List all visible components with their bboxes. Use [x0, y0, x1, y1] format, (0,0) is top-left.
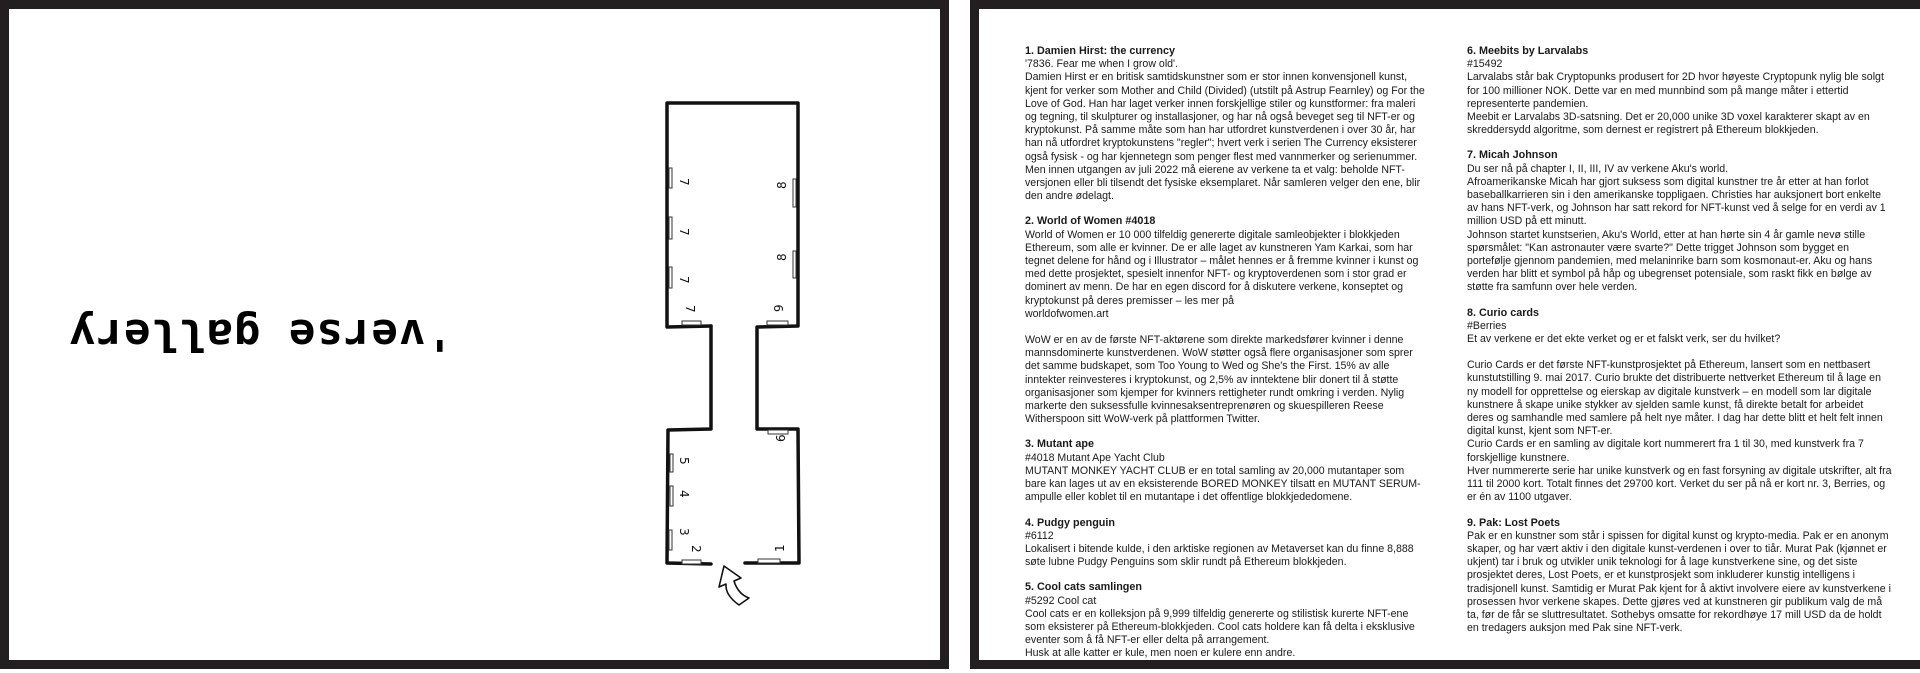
artwork-marker — [670, 486, 673, 506]
artwork-marker — [669, 530, 672, 550]
artwork-marker — [669, 267, 672, 288]
section-text: WoW er en av de første NFT-aktørene som direkte markedsfører kvinner i denne mannsdominerte kunstverdenen. WoW støtter også flere organisasjoner som sprer det samme budskapet, som Too Young to Wed og She's the First. 15% av alle inntekter reinvesteres i kryptokunst, og 2,5% av inntektene blir donert til å støtte organisasjoner som kjemper for kvinners rettigheter rundt omkring i verden. Nylig markerte den suksessfulle kvinnesaksentreprenøren og skuespilleren Reese Witherspoon sitt WoW-verk på plattformen Twitter. — [1025, 334, 1413, 426]
artwork-section — [1467, 307, 1892, 505]
section-text: #6112 Lokalisert i bitende kulde, i den arktiske regionen av Metaverset kan du finne 8,888 søte lubne Pudgy Penguins som sklir rundt på Ethereum blokkjeden. — [1025, 529, 1414, 569]
artwork-marker — [669, 217, 672, 239]
artwork-section — [1467, 45, 1892, 137]
artwork-label: 7 — [677, 276, 691, 284]
artwork-marker — [767, 321, 788, 325]
section-text: Du ser nå på chapter I, II, III, IV av verkene Aku's world. Afroamerikanske Micah har gjort suksess som digital kunstner tre år etter at han forlot baseballkarrieren sin i den amerikanske toppligaen. Christies har auksjonert bort enkelte av hans NFT-verk, og Johnson har satt rekord for NFT-kunst ved å selge for en verdi av 1 million USD på ett minutt. Johnson startet kunstserien, Aku's World, etter at han hørte sin 4 år gamle nevø stille spørsmålet: "Kan astronauter være svarte?" Dette trigget Johnson som bygget en portefølje gjennom pandemien, med melaninrike barn som kosmonaut-er. Aku og hans verden har blitt et symbol på håp og ubegrenset potensiale, som raskt fikk en bølge av støtte fra samfunn over hele verden. — [1467, 162, 1886, 294]
section-text: #Berries Et av verkene er det ekte verket og er et falskt verk, ser du hvilket? — [1467, 319, 1781, 346]
artwork-marker — [682, 560, 701, 564]
artwork-section — [1467, 149, 1892, 294]
section-title: 4. Pudgy penguin — [1025, 516, 1115, 529]
floorplan — [0, 0, 960, 671]
section-text: #15492 Larvalabs står bak Cryptopunks produsert for 2D hvor høyeste Cryptopunk nylig ble solgt for 100 millioner NOK. Dette var en med munnbind som på mange måter i ettertid representerte pandemien. Meebit er Larvalabs 3D-satsning. Det er 20,000 unike 3D voxel karakterer skapt av en skreddersydd algoritme, som dernest er registrert på Ethereum blokkjeden. — [1467, 58, 1884, 137]
section-text: #4018 Mutant Ape Yacht Club MUTANT MONKEY YACHT CLUB er en total samling av 20,000 mutantaper som bare kan lages ut av en eksisterende BORED MONKEY tilsatt en MUTANT SERUM-ampulle eller koblet til en mutantape i det offentlige blokkjededomene. — [1025, 451, 1421, 504]
artwork-marker — [768, 430, 788, 434]
artwork-label: 1 — [773, 544, 787, 552]
artwork-section — [1025, 438, 1425, 504]
section-title: 9. Pak: Lost Poets — [1467, 516, 1561, 529]
artwork-label: 4 — [677, 490, 691, 498]
artwork-label: 3 — [677, 528, 691, 536]
artwork-label: 9 — [772, 304, 786, 312]
artwork-marker — [758, 559, 780, 563]
section-title: 5. Cool cats samlingen — [1025, 581, 1142, 594]
artwork-marker — [793, 179, 796, 207]
section-text: Curio Cards er det første NFT-kunstprosjektet på Ethereum, lansert som en nettbasert kunstutstilling 9. mai 2017. Curio brukte det distribuerte nettverket Ethereum til å lage en ny modell for opprettelse og eierskap av digitale kunstverk – en modell som lar digitale kunstnere å skape unike stykker av sjelden samle kunst, få direkte betalt for arbeidet deres og samhandle med samlere på helt nye måter. I dag har dette blitt et helt felt innen digital kunst, kjent som NFT-er. Curio Cards er en samling av digitale kort nummerert fra 1 til 30, med kunstverk fra 7 forskjellige kunstnere. Hver nummererte serie har unike kunstverk og en fast forsyning av digitale utskrifter, alt fra 111 til 2000 kort. Totalt finnes det 29700 kort. Verket du ser på nå er kort nr. 3, Berries, og er én av 1100 utgaver. — [1467, 359, 1892, 504]
section-text: Pak er en kunstner som står i spissen for digital kunst og krypto-media. Pak er en anonym skaper, og har vært aktiv i den digitale kunst-verdenen i over to tiår. Murat Pak (kjønnet er ukjent) tar i bruk og utvikler unik teknologi for å lage kunstverkene sine, og det siste prosjektet deres, Lost Poets, er et kunstprosjekt som inkluderer kunstig intelligens i tradisjonell kunst. Samtidig er Murat Pak kjent for å aktivt involvere eiere av kunstverkene i prosessen hvor verkene skapes. Dette gjøres ved at kunstneren gir publikum valg de må ta, før de får se sluttresultatet. Sothebys omsatte for rekordhøye 17 mill USD da de holdt en tredagers auksjon med Pak sine NFT-verk. — [1467, 529, 1891, 635]
section-title: 6. Meebits by Larvalabs — [1467, 45, 1589, 57]
artwork-section — [1025, 215, 1425, 426]
artwork-section — [1025, 45, 1425, 203]
info-page — [970, 0, 1920, 669]
section-text: #5292 Cool cat Cool cats er en kolleksjon på 9,999 tilfeldig genererte og stilistisk kurerte NFT-ene som eksisterer på Ethereum-blokkjeden. Cool cats holdere kan få delta i eksklusive eventer som å få NFT-er eller delta på arrangement. Husk at alle katter er kule, men noen er kulere enn andre. — [1025, 594, 1415, 660]
info-column-left — [1025, 45, 1425, 673]
artwork-section — [1467, 517, 1892, 636]
info-column-right — [1467, 45, 1892, 647]
section-text: World of Women er 10 000 tilfeldig genererte digitale samleobjekter i blokkjeden Ethereum, som alle er kvinner. De er alle laget av kunstneren Yam Karkai, som har tegnet delene for hånd og i Illustrator – målet hennes er å fremme kvinner i kunst og med dette prosjektet, spesielt innenfor NFT- og kryptoverdenen som i stor grad er dominert av menn. De har en egen discord for å diskutere verkene, konseptet og kryptokunst på deres premisser – les mer på worldofwomen.art — [1025, 228, 1419, 320]
artwork-section — [1025, 517, 1425, 570]
artwork-marker — [669, 168, 672, 188]
artwork-label: 2 — [689, 545, 703, 553]
artwork-marker — [670, 454, 673, 472]
artwork-label: 5 — [677, 457, 691, 465]
artwork-label: 8 — [775, 181, 789, 189]
artwork-section — [1025, 581, 1425, 660]
artwork-label: 7 — [683, 305, 697, 313]
artwork-marker — [793, 251, 796, 278]
section-title: 2. World of Women #4018 — [1025, 215, 1156, 228]
artwork-label: 7 — [677, 228, 691, 236]
artwork-label: 7 — [677, 178, 691, 186]
entrance-arrow-icon — [719, 566, 749, 605]
section-text: '7836. Fear me when I grow old'. Damien Hirst er en britisk samtidskunstner som er stor innen konvensjonell kunst, kjent for verker som Mother and Child (Divided) (utstilt på Astrup Fearnley) og For the Love of God. Han har laget verker innen forskjellige stiler og kunstformer: fra maleri og tegning, til skulpturer og installasjoner, og har nå også beveget seg til NFT-er og kryptokunst. På samme måte som han har utfordret kunstverdenen i over 30 år, har han nå utfordret kryptokunstens "regler"; hvert verk i serien The Currency eksisterer også fysisk - og har kjennetegn som penger flest med vannmerker og serienummer. Men innen utgangen av juli 2022 må eierene av verkene ta et valg: beholde NFT-versjonen eller bli tilsendt det fysiske eksemplaret. Når samleren velger den ene, blir den andre ødelagt. — [1025, 58, 1425, 203]
section-title: 1. Damien Hirst: the currency — [1025, 45, 1176, 57]
section-title: 3. Mutant ape — [1025, 438, 1094, 451]
gallery-logo: 'verse gallery — [68, 309, 453, 360]
artwork-marker — [682, 321, 701, 325]
section-title: 8. Curio cards — [1467, 306, 1540, 319]
section-title: 7. Micah Johnson — [1467, 149, 1558, 162]
artwork-label: 8 — [775, 253, 789, 261]
artwork-label: 6 — [774, 434, 788, 442]
